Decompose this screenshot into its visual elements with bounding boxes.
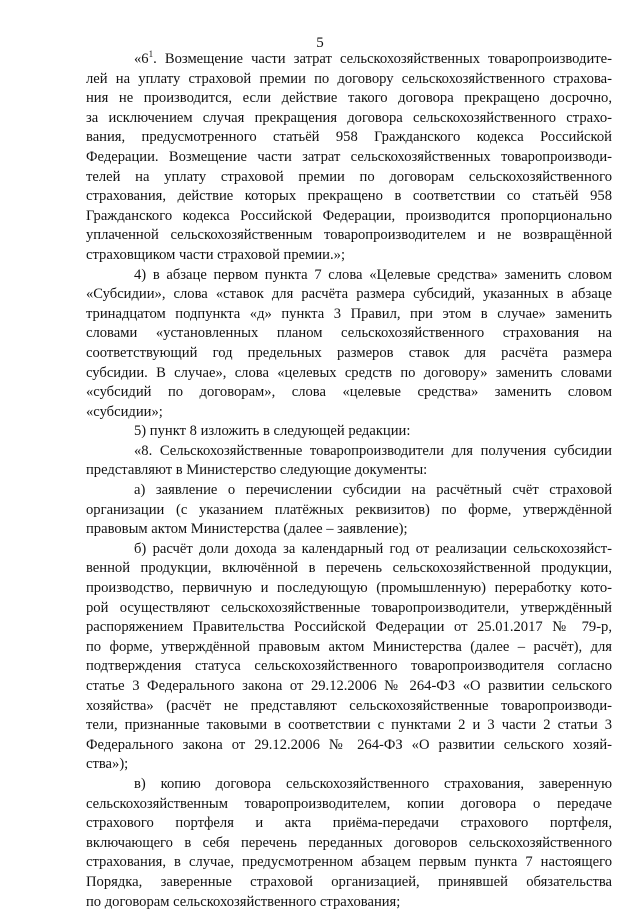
line-text-tail: . Возмещение части затрат сельскохозяйственных товаропроизводите- [153,51,612,67]
superscript-index: 1 [148,50,154,60]
text-line [86,50,612,70]
text-line [86,481,612,501]
line-text: рой осуществляют сельскохозяйственные товаропроизводители, утверждённый [86,599,612,616]
text-line [86,70,612,90]
text-line [86,775,612,795]
text-line [86,716,612,736]
line-text: хозяйства» (расчёт не представляют сельскохозяйственные товаропроизводи- [86,697,612,714]
line-text: «субсидий по договорам», слова «целевые средства» заменить словом [86,384,612,401]
line-text: страхования, действие которых прекращено в соответствии со статьёй 958 [86,188,612,205]
line-text: страхового портфеля и акта приёма-передачи страхового портфеля, [86,815,612,832]
text-line [86,677,612,697]
text-line [86,853,612,873]
line-text: вания, предусмотренного статьёй 958 Гражданского кодекса Российской [86,129,612,146]
line-text: «8. Сельскохозяйственные товаропроизводители для получения субсидии [134,442,612,459]
line-text: страхования, в случае, предусмотренном абзацем первым пункта 7 настоящего [86,854,612,871]
line-text: Порядка, заверенные страховой организацией, принявшей обязательства [86,873,612,890]
line-text: подтверждения статуса сельскохозяйственного товаропроизводителя согласно [86,658,612,675]
line-text: б) расчёт доли дохода за календарный год от реализации сельскохозяйст- [134,540,612,557]
line-text: «субсидии»; [86,403,163,420]
line-text: ства»); [86,756,129,773]
text-line [86,736,612,756]
line-text: организации (с указанием платёжных реквизитов) по форме, утверждённой [86,501,612,518]
line-text: сельскохозяйственным товаропроизводителем, копии договора о передаче [86,795,612,812]
text-line [86,246,612,266]
text-line [86,501,612,521]
text-line [86,422,612,442]
line-text: словами «установленных планом сельскохозяйственного страхования на [86,325,612,342]
line-text: субсидии. В случае», слова «целевых средств по договору» заменить словами [86,364,612,381]
line-text: Гражданского кодекса Российской Федерации, производится пропорционально [86,207,612,224]
text-line [86,305,612,325]
text-line [86,89,612,109]
line-text: «Субсидии», слова «ставок для расчёта размера субсидий, указанных в абзаце [86,286,612,303]
line-text: распоряжением Правительства Российской Федерации от 25.01.2017 № 79-р, [86,619,612,636]
text-line [86,266,612,286]
text-line [86,148,612,168]
line-text: по форме, утверждённой правовым актом Министерства (далее – расчёт), для [86,638,612,655]
text-line [86,324,612,344]
text-line [86,226,612,246]
text-line [86,187,612,207]
text-line [86,834,612,854]
line-text: за исключением случая прекращения договора сельскохозяйственного страхо- [86,109,612,126]
text-line [86,403,612,423]
line-text: представляют в Министерство следующие документы: [86,462,428,479]
line-text: производство, первичную и последующую (промышленную) переработку кото- [86,580,612,597]
text-line [86,285,612,305]
text-line [86,697,612,717]
text-line [86,559,612,579]
text-line [86,755,612,775]
line-text: лей на уплату страховой премии по договору сельскохозяйственного страхова- [86,70,612,87]
text-line [86,579,612,599]
line-text: а) заявление о перечислении субсидии на расчётный счёт страховой [134,482,612,499]
text-line [86,873,612,893]
text-line [86,128,612,148]
text-line [86,599,612,619]
text-line [86,657,612,677]
text-line [86,461,612,481]
line-text: 5) пункт 8 изложить в следующей редакции: [134,423,411,440]
text-line [86,795,612,815]
line-text: телей на уплату страховой премии по договорам сельскохозяйственного [86,168,612,185]
page-number: 5 [316,35,324,51]
text-line [86,168,612,188]
text-line [86,520,612,540]
line-text: тели, признанные таковыми в соответствии с пунктами 2 и 3 части 2 статьи 3 [86,717,612,734]
text-line [86,364,612,384]
line-text: тринадцатом подпункта «д» пункта 3 Правил, при этом в случае» заменить [86,305,612,322]
line-text: венной продукции, включённой в перечень сельскохозяйственной продукции, [86,560,612,577]
text-line [86,618,612,638]
line-text: включающего в себя перечень переданных договоров сельскохозяйственного [86,834,612,851]
text-line [86,207,612,227]
text-line [86,109,612,129]
text-line [86,814,612,834]
text-line [86,893,612,912]
text-line [86,344,612,364]
line-text: уплаченной сельскохозяйственным товаропроизводителем и не возвращённой [86,227,612,244]
line-text: соответствующий год предельных размеров ставок для расчёта размера [86,344,612,361]
line-text: «6 [134,51,149,67]
line-text: страховщиком части страховой премии.»; [86,246,345,263]
line-text: правовым актом Министерства (далее – заявление); [86,521,408,538]
text-line [86,383,612,403]
line-text: 4) в абзаце первом пункта 7 слова «Целевые средства» заменить словом [134,266,612,283]
line-text: ния не производится, если действие такого договора прекращено досрочно, [86,90,612,107]
text-line [86,540,612,560]
text-line [86,638,612,658]
line-text: в) копию договора сельскохозяйственного страхования, заверенную [134,775,612,792]
line-text: по договорам сельскохозяйственного страхования; [86,893,401,910]
text-line [86,442,612,462]
line-text: Федерации. Возмещение части затрат сельскохозяйственных товаропроизводи- [86,148,612,165]
line-text: Федерального закона от 29.12.2006 № 264-ФЗ «О развитии сельского хозяй- [86,736,612,753]
body-text [86,50,612,912]
line-text: статье 3 Федерального закона от 29.12.2006 № 264-ФЗ «О развитии сельского [86,678,612,694]
